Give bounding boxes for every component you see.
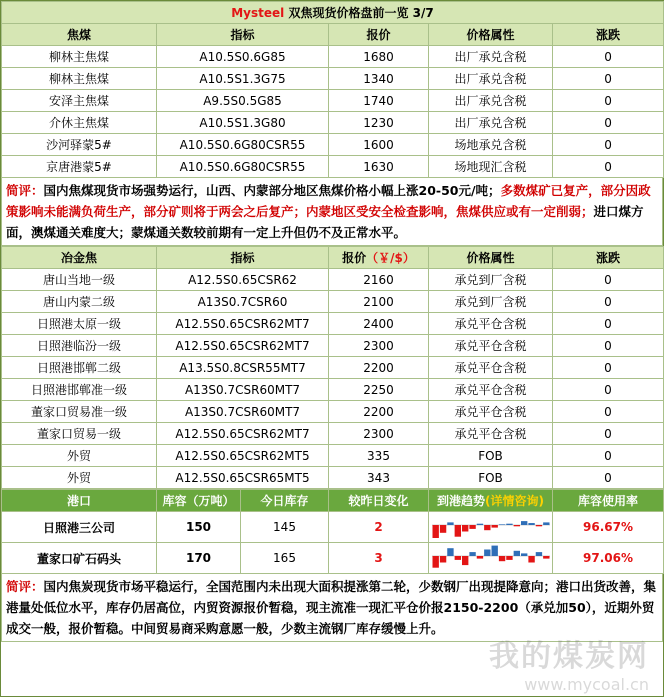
price-attribute: 承兑平仓含税 [429,357,553,379]
product-name: 柳林主焦煤 [2,46,157,68]
product-name: 外贸 [2,445,157,467]
sparkline-bar [454,556,460,560]
sparkline-bar [543,556,549,559]
sparkline-bar [432,525,438,538]
col-header: 较昨日变化 [329,490,429,512]
product-name: 日照港太原一级 [2,313,157,335]
table-row [2,423,664,445]
sparkline-bar [447,548,453,556]
inventory-header [2,490,664,512]
today-stock: 165 [241,543,329,574]
sparkline-bar [498,524,504,525]
sparkline-bar [432,556,438,568]
page-number: 3/7 [412,6,434,20]
sparkline-bar [513,551,519,556]
col-header: 价格属性 [429,247,553,269]
stock-change: 3 [329,543,429,574]
price-change: 0 [553,269,664,291]
product-name: 柳林主焦煤 [2,68,157,90]
coke-header [2,247,664,269]
sparkline-bar [506,524,512,525]
table-row [2,445,664,467]
table-row [2,512,664,543]
port-capacity: 150 [157,512,241,543]
product-name: 董家口贸易一级 [2,423,157,445]
table-row [2,46,664,68]
sparkline-bar [521,521,527,525]
price-attribute: 出厂承兑含税 [429,112,553,134]
product-price: 343 [329,467,429,489]
product-name: 安泽主焦煤 [2,90,157,112]
table-row [2,269,664,291]
price-change: 0 [553,291,664,313]
product-spec: A12.5S0.65CSR62MT5 [157,445,329,467]
product-name: 沙河驿蒙5# [2,134,157,156]
price-attribute: 场地承兑含税 [429,134,553,156]
price-change: 0 [553,401,664,423]
price-change: 0 [553,379,664,401]
price-change: 0 [553,156,664,178]
price-attribute: 出厂承兑含税 [429,90,553,112]
coke-rows [2,269,664,489]
table-row [2,335,664,357]
product-price: 1680 [329,46,429,68]
product-spec: A10.5S1.3G80 [157,112,329,134]
sparkline-bar [543,522,549,525]
comment-coke [1,574,663,642]
col-header: 指标 [157,247,329,269]
price-change: 0 [553,112,664,134]
sparkline-bar [439,525,445,533]
price-attribute: 承兑到厂含税 [429,269,553,291]
sparkline-bar [447,522,453,525]
comment-text: 进口煤方面，澳煤通关难度大；蒙煤通关数较前期有一定上升但仍不及正常水平。 [6,204,644,240]
product-price: 1630 [329,156,429,178]
coke-table [1,246,664,489]
price-change: 0 [553,134,664,156]
capacity-usage: 97.06% [553,543,664,574]
watermark-cn: 我的煤炭网 [489,639,649,674]
product-price: 2200 [329,401,429,423]
arrival-trend-sparkline [432,512,550,542]
arrival-trend-sparkline [432,543,550,573]
price-change: 0 [553,68,664,90]
sparkline-bar [439,556,445,563]
price-change: 0 [553,46,664,68]
sparkline-bar [513,525,519,526]
product-price: 1740 [329,90,429,112]
price-attribute: 承兑平仓含税 [429,335,553,357]
product-name: 外贸 [2,467,157,489]
price-change: 0 [553,467,664,489]
price-attribute: 出厂承兑含税 [429,46,553,68]
sparkline-bar [498,556,504,561]
col-header: 涨跌 [553,24,664,46]
sparkline-bar [506,556,512,560]
table-row [2,401,664,423]
col-header: 库容使用率 [553,490,664,512]
arrival-trend-cell [429,512,553,543]
product-spec: A13S0.7CSR60 [157,291,329,313]
product-name: 日照港邯郸准一级 [2,379,157,401]
product-price: 2160 [329,269,429,291]
sparkline-bar [454,525,460,537]
sparkline-bar [535,525,541,526]
product-spec: A12.5S0.65CSR62 [157,269,329,291]
today-stock: 145 [241,512,329,543]
product-spec: A12.5S0.65CSR65MT5 [157,467,329,489]
table-row [2,134,664,156]
sparkline-bar [484,525,490,530]
sparkline-bar [491,525,497,528]
comment-label: 简评： [6,579,44,594]
price-attribute: 承兑平仓含税 [429,401,553,423]
port-inventory-table [1,489,664,574]
table-row [2,357,664,379]
product-price: 335 [329,445,429,467]
product-spec: A10.5S1.3G75 [157,68,329,90]
arrival-trend-cell [429,543,553,574]
price-change: 0 [553,335,664,357]
comment-highlight: 多数煤矿已复产，部分因政策影响未能满负荷生产，部分矿则将于两会之后复产；内蒙地区受安全检查影响，焦煤供应或有一定削弱； [6,183,651,219]
port-name: 日照港三公司 [2,512,157,543]
col-header: 港口 [2,490,157,512]
sparkline-bar [528,556,534,563]
price-change: 0 [553,90,664,112]
product-spec: A12.5S0.65CSR62MT7 [157,335,329,357]
brand-name: Mysteel [231,6,285,20]
price-attribute: 承兑平仓含税 [429,313,553,335]
sparkline-bar [469,525,475,529]
product-spec: A13S0.7CSR60MT7 [157,401,329,423]
watermark-url: www.mycoal.cn [524,675,649,694]
col-header: 今日库存 [241,490,329,512]
table-row [2,112,664,134]
product-price: 1230 [329,112,429,134]
table-row [2,90,664,112]
product-name: 京唐港蒙5# [2,156,157,178]
price-change: 0 [553,313,664,335]
stock-change: 2 [329,512,429,543]
table-row [2,156,664,178]
coking-coal-header [2,24,664,46]
page-title [2,2,664,24]
product-price: 2300 [329,423,429,445]
col-header: 库容（万吨） [157,490,241,512]
sparkline-bar [476,524,482,525]
col-header: 冶金焦 [2,247,157,269]
product-price: 2200 [329,357,429,379]
price-header: 报价 [342,251,367,265]
price-attribute: 场地现汇含税 [429,156,553,178]
product-name: 日照港邯郸二级 [2,357,157,379]
port-capacity: 170 [157,543,241,574]
coking-coal-rows [2,46,664,178]
table-row [2,68,664,90]
product-price: 2300 [329,335,429,357]
product-spec: A12.5S0.65CSR62MT7 [157,313,329,335]
title-row [2,2,664,24]
price-change: 0 [553,423,664,445]
product-spec: A9.5S0.5G85 [157,90,329,112]
product-spec: A13.5S0.8CSR55MT7 [157,357,329,379]
port-name: 董家口矿石码头 [2,543,157,574]
table-row [2,313,664,335]
inventory-rows [2,512,664,574]
price-change: 0 [553,445,664,467]
product-name: 介休主焦煤 [2,112,157,134]
comment-text: 国内焦煤现货市场强势运行，山西、内蒙部分地区焦煤价格小幅上涨20-50元/吨； [43,183,501,198]
table-row [2,467,664,489]
product-spec: A13S0.7CSR60MT7 [157,379,329,401]
price-change: 0 [553,357,664,379]
product-spec: A12.5S0.65CSR62MT7 [157,423,329,445]
product-name: 日照港临汾一级 [2,335,157,357]
col-header: 涨跌 [553,247,664,269]
sparkline-bar [528,523,534,525]
price-attribute: 承兑平仓含税 [429,379,553,401]
price-attribute: FOB [429,467,553,489]
comment-text: 国内焦炭现货市场平稳运行，全国范围内未出现大面积提涨第二轮，少数钢厂出现提降意向；港口出货改善，集港量处低位水平，库存仍居高位，内贸资源报价暂稳，现主流准一现汇平仓价报2150-2200（承兑加50），近期外贸成交一般，报价暂稳。中间贸易商采购意愿一般，少数主流钢厂库存缓慢上升。 [6,579,657,636]
product-price: 2400 [329,313,429,335]
product-price: 1600 [329,134,429,156]
product-name: 唐山内蒙二级 [2,291,157,313]
table-row [2,291,664,313]
product-spec: A10.5S0.6G80CSR55 [157,156,329,178]
price-attribute: 承兑到厂含税 [429,291,553,313]
sparkline-bar [462,525,468,532]
product-spec: A10.5S0.6G80CSR55 [157,134,329,156]
sparkline-bar [535,552,541,556]
col-header [429,490,553,512]
col-header [329,247,429,269]
coking-coal-table [1,1,664,178]
product-spec: A10.5S0.6G85 [157,46,329,68]
capacity-usage: 96.67% [553,512,664,543]
price-attribute: 承兑平仓含税 [429,423,553,445]
col-header: 价格属性 [429,24,553,46]
sparkline-bar [484,550,490,557]
col-header: 焦煤 [2,24,157,46]
product-price: 2100 [329,291,429,313]
comment-coking-coal [1,178,663,246]
sparkline-bar [462,556,468,565]
product-name: 董家口贸易准一级 [2,401,157,423]
col-header: 报价 [329,24,429,46]
table-row [2,379,664,401]
comment-label: 简评： [6,183,44,198]
trend-detail-link[interactable]: (详情咨询) [485,494,544,508]
sparkline-bar [521,553,527,556]
product-price: 2250 [329,379,429,401]
price-attribute: FOB [429,445,553,467]
sparkline-bar [476,556,482,559]
product-name: 唐山当地一级 [2,269,157,291]
trend-header: 到港趋势 [437,494,486,508]
title-text: 双焦现货价格盘前一览 [288,6,409,20]
col-header: 指标 [157,24,329,46]
table-row [2,543,664,574]
price-unit: （￥/$） [366,251,415,265]
price-attribute: 出厂承兑含税 [429,68,553,90]
sparkline-bar [491,546,497,556]
sparkline-bar [469,552,475,556]
product-price: 1340 [329,68,429,90]
